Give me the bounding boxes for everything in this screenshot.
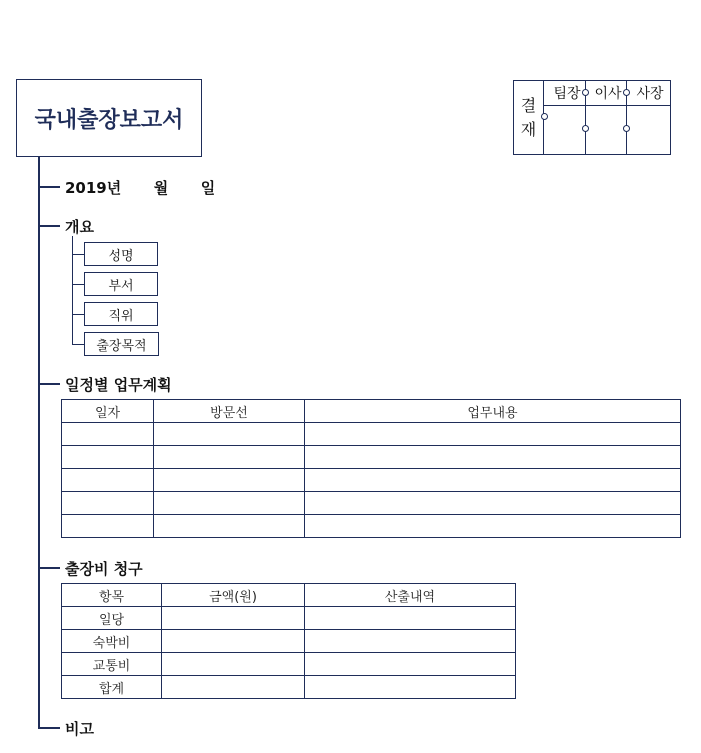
overview-item-label: 부서 <box>108 278 134 294</box>
approval-box <box>513 80 671 155</box>
connector-dot <box>541 113 548 120</box>
date-day-label: 일 <box>200 179 216 197</box>
connector-dot <box>582 89 589 96</box>
table-cell[interactable] <box>154 423 305 446</box>
table-cell[interactable] <box>162 653 305 676</box>
table-cell[interactable] <box>305 607 516 630</box>
table-cell[interactable] <box>305 446 681 469</box>
document-title: 국내출장보고서 <box>34 107 184 133</box>
expense-item-label: 숙박비 <box>62 630 162 653</box>
overview-item-name <box>84 242 158 266</box>
expenses-col-amount: 금액(원) <box>162 584 305 607</box>
tree-branch <box>38 225 60 227</box>
table-cell[interactable] <box>62 446 154 469</box>
overview-item-label: 직위 <box>108 308 134 324</box>
connector-dot <box>623 125 630 132</box>
approval-label-line-2: 재 <box>520 119 537 139</box>
table-row <box>62 653 516 676</box>
table-cell[interactable] <box>154 515 305 538</box>
table-cell[interactable] <box>62 492 154 515</box>
approval-col-president: 사장 <box>636 86 664 102</box>
table-row <box>62 676 516 699</box>
table-row <box>62 607 516 630</box>
date-line <box>65 177 215 198</box>
table-cell[interactable] <box>62 423 154 446</box>
tree-branch <box>38 186 60 188</box>
expense-item-label: 합계 <box>62 676 162 699</box>
expenses-col-detail: 산출내역 <box>305 584 516 607</box>
table-cell[interactable] <box>305 653 516 676</box>
overview-item-department <box>84 272 158 296</box>
expenses-heading: 출장비 청구 <box>65 560 143 578</box>
table-cell[interactable] <box>305 492 681 515</box>
overview-heading: 개요 <box>65 218 94 236</box>
table-row <box>62 515 681 538</box>
overview-subtree-line <box>72 236 73 345</box>
approval-label <box>514 81 544 154</box>
table-cell[interactable] <box>162 630 305 653</box>
tree-trunk <box>38 157 40 729</box>
table-cell[interactable] <box>154 446 305 469</box>
tree-branch <box>38 727 60 729</box>
remarks-heading: 비고 <box>65 720 94 738</box>
connector-dot <box>623 89 630 96</box>
table-cell[interactable] <box>305 469 681 492</box>
table-cell[interactable] <box>305 676 516 699</box>
table-header-row <box>62 584 516 607</box>
table-cell[interactable] <box>162 607 305 630</box>
document-title-box <box>16 79 202 157</box>
expense-item-label: 교통비 <box>62 653 162 676</box>
table-cell[interactable] <box>62 515 154 538</box>
overview-item-label: 출장목적 <box>96 338 147 354</box>
schedule-col-visit: 방문선 <box>154 400 305 423</box>
date-month-label: 월 <box>153 179 169 197</box>
table-cell[interactable] <box>62 469 154 492</box>
schedule-heading: 일정별 업무계획 <box>65 376 172 394</box>
expenses-table <box>61 583 516 699</box>
table-row <box>62 423 681 446</box>
table-row <box>62 446 681 469</box>
overview-item-purpose <box>84 332 159 356</box>
approval-col-director: 이사 <box>594 86 622 102</box>
table-row <box>62 492 681 515</box>
table-cell[interactable] <box>305 630 516 653</box>
overview-item-label: 성명 <box>108 248 134 264</box>
table-cell[interactable] <box>162 676 305 699</box>
schedule-table <box>61 399 681 538</box>
date-year: 2019년 <box>65 179 122 197</box>
table-header-row <box>62 400 681 423</box>
overview-item-position <box>84 302 158 326</box>
table-cell[interactable] <box>154 492 305 515</box>
schedule-col-work: 업무내용 <box>305 400 681 423</box>
expenses-col-item: 항목 <box>62 584 162 607</box>
tree-branch <box>38 567 60 569</box>
table-cell[interactable] <box>154 469 305 492</box>
approval-col-team-lead: 팀장 <box>553 86 581 102</box>
expense-item-label: 일당 <box>62 607 162 630</box>
table-row <box>62 469 681 492</box>
table-cell[interactable] <box>305 515 681 538</box>
table-cell[interactable] <box>305 423 681 446</box>
connector-dot <box>582 125 589 132</box>
table-row <box>62 630 516 653</box>
tree-branch <box>38 383 60 385</box>
approval-label-line-1: 결 <box>520 95 537 115</box>
schedule-col-date: 일자 <box>62 400 154 423</box>
